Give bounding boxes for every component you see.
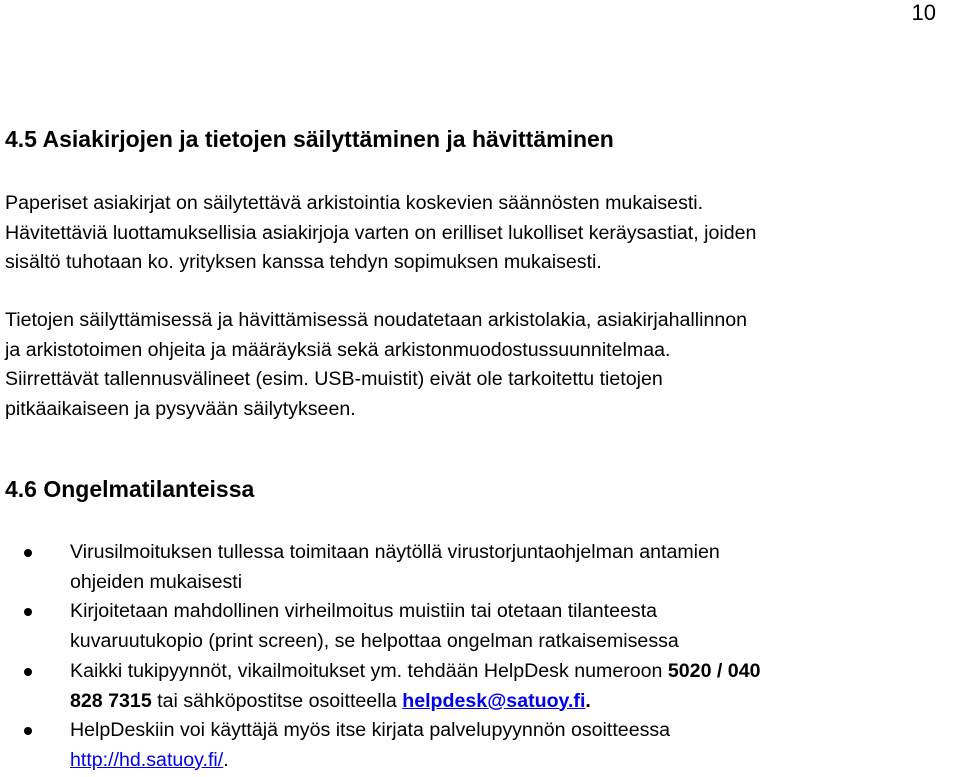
paragraph-line: pitkäaikaiseen ja pysyvään säilytykseen.	[5, 398, 356, 421]
section-4-6-heading: 4.6 Ongelmatilanteissa	[5, 476, 255, 502]
list-item	[0, 716, 761, 775]
page-number: 10	[911, 0, 936, 25]
section-4-5-heading: 4.5 Asiakirjojen ja tietojen säilyttäminen ja hävittäminen	[5, 126, 614, 152]
storage-paragraph-1	[5, 189, 756, 278]
helpdesk-phone-part-1: 5020 / 040	[667, 659, 761, 682]
helpdesk-text: tai sähköpostitse osoitteella	[151, 689, 403, 712]
list-item	[0, 597, 761, 656]
list-item-line: Virusilmoituksen tullessa toimitaan näytöllä virustorjuntaohjelman antamien	[70, 541, 720, 563]
paragraph-line: ja arkistotoimen ohjeita ja määräyksiä sekä arkistonmuodostussuunnitelmaa.	[5, 338, 671, 361]
list-item	[0, 657, 761, 716]
list-item-line: ohjeiden mukaisesti	[70, 570, 243, 593]
bullet-icon	[24, 668, 32, 676]
paragraph-line: Hävitettäviä luottamuksellisia asiakirjoja varten on erilliset lukolliset keräysastiat, joiden	[5, 221, 757, 244]
list-item	[0, 538, 761, 597]
list-item-line	[70, 687, 761, 717]
list-item-line: Kirjoitetaan mahdollinen virheilmoitus muistiin tai otetaan tilanteesta	[70, 600, 658, 623]
paragraph-line: Paperiset asiakirjat on säilytettävä arkistointia koskevien säännösten mukaisesti.	[5, 192, 704, 214]
bullet-icon	[24, 549, 32, 557]
helpdesk-portal-link[interactable]: http://hd.satuoy.fi/	[70, 748, 224, 771]
paragraph-line: sisältö tuhotaan ko. yrityksen kanssa tehdyn sopimuksen mukaisesti.	[5, 251, 602, 274]
list-item-line	[70, 746, 761, 776]
problem-situations-list	[0, 538, 761, 776]
storage-paragraph-2	[5, 306, 747, 425]
helpdesk-phone-part-2: 828 7315	[70, 689, 152, 712]
list-item-line: kuvaruutukopio (print screen), se helpottaa ongelman ratkaisemisessa	[70, 630, 679, 653]
bullet-icon	[24, 727, 32, 735]
helpdesk-period: .	[585, 689, 591, 712]
helpdesk-email-link[interactable]: helpdesk@satuoy.fi	[402, 689, 586, 712]
paragraph-line: Siirrettävät tallennusvälineet (esim. USB-muistit) eivät ole tarkoitettu tietojen	[5, 368, 663, 391]
portal-period: .	[223, 748, 229, 771]
list-item-line: HelpDeskiin voi käyttäjä myös itse kirjata palvelupyynnön osoitteessa	[70, 719, 671, 742]
helpdesk-text: Kaikki tukipyynnöt, vikailmoitukset ym. tehdään HelpDesk numeroon	[70, 659, 668, 682]
bullet-icon	[24, 608, 32, 616]
list-item-line	[70, 657, 761, 687]
paragraph-line: Tietojen säilyttämisessä ja hävittämisessä noudatetaan arkistolakia, asiakirjahallinnon	[5, 309, 748, 331]
